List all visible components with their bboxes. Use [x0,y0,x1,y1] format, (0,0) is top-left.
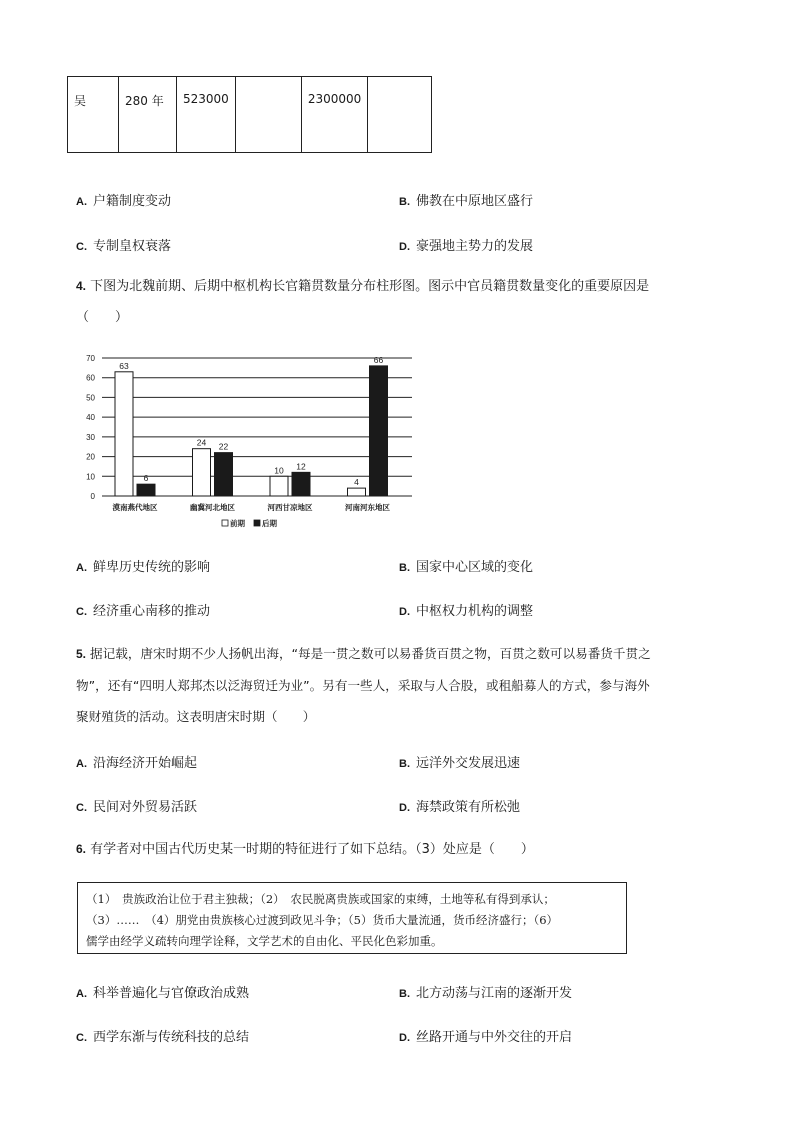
bar-后期 [292,472,310,496]
option-text: 丝路开通与中外交往的开启 [416,1030,573,1045]
option-text: 沿海经济开始崛起 [93,756,198,771]
q6-option-c[interactable]: C. 西学东渐与传统科技的总结 [76,1030,250,1045]
table-cell: 2300000 [301,77,367,153]
chart-legend [222,518,277,528]
bar-chart [82,348,422,538]
option-text: 西学东渐与传统科技的总结 [93,1030,250,1045]
y-tick-label: 30 [86,432,95,442]
q3-option-c[interactable]: C. 专制皇权衰落 [76,239,172,254]
legend-label: 前期 [230,519,245,528]
option-text: 民间对外贸易活跃 [93,800,198,815]
data-label: 22 [218,441,229,452]
question-number: 5. [76,647,87,661]
q4-option-c[interactable]: C. 经济重心南移的推动 [76,604,211,619]
q6-option-a[interactable]: A. 科举普遍化与官僚政治成熟 [76,986,250,1001]
summary-line: （1） 贵族政治让位于君主独裁；（2） 农民脱离贵族或国家的束缚，土地等私有得到承认； [86,892,555,906]
legend-label: 后期 [262,519,277,528]
question-text: 有学者对中国古代历史某一时期的特征进行了如下总结。（3）处应是（ ） [90,842,534,857]
y-tick-label: 50 [86,393,95,403]
data-label: 63 [119,360,129,371]
option-text: 豪强地主势力的发展 [416,239,534,254]
data-label: 6 [143,473,149,484]
q4-stem [76,271,726,333]
option-text: 远洋外交发展迅速 [416,756,521,771]
q5-option-b[interactable]: B. 远洋外交发展迅速 [399,756,521,771]
q5-option-c[interactable]: C. 民间对外贸易活跃 [76,800,198,815]
summary-box [77,882,627,954]
q4-option-a[interactable]: A. 鲜卑历史传统的影响 [76,560,211,575]
bar-后期 [137,484,155,496]
bar-后期 [215,453,233,496]
option-text: 中枢权力机构的调整 [416,604,534,619]
y-tick-label: 70 [86,354,95,363]
data-label: 24 [196,437,207,448]
table-cell [368,77,432,153]
q6-option-d[interactable]: D. 丝路开通与中外交往的开启 [399,1030,573,1045]
q5-stem [76,638,736,732]
table-row [68,77,432,153]
bar-后期 [370,366,388,496]
table-cell [235,77,301,153]
chart-grid [102,358,412,496]
bar-前期 [270,476,288,496]
y-tick-label: 0 [90,492,95,501]
table-cell: 吴 [68,77,119,153]
option-text: 佛教在中原地区盛行 [416,194,534,209]
population-table [67,76,432,153]
table-cell: 280 年 [119,77,177,153]
option-text: 专制皇权衰落 [93,239,172,254]
question-number: 6. [76,842,87,856]
question-number: 4. [76,279,87,293]
bar-前期 [115,372,133,496]
y-tick-label: 40 [86,413,95,423]
answer-blank: （ ） [76,310,129,325]
q3-option-b[interactable]: B. 佛教在中原地区盛行 [399,194,534,209]
summary-line: （3）…… （4）朋党由贵族核心过渡到政见斗争；（5）货币大量流通，货币经济盛行；（6） [86,913,559,927]
bar-前期 [348,488,366,496]
option-text: 北方动荡与江南的逐渐开发 [416,986,573,1001]
option-text: 科举普遍化与官僚政治成熟 [93,986,250,1001]
x-tick-label: 河南河东地区 [345,503,390,512]
y-tick-label: 20 [86,452,95,462]
data-label: 66 [373,354,384,365]
question-text: 下图为北魏前期、后期中枢机构长官籍贯数量分布柱形图。图示中官员籍贯数量变化的重要原因是 [90,279,650,294]
x-tick-label: 幽冀河北地区 [190,503,235,512]
data-label: 10 [274,465,284,476]
table-cell: 523000 [177,77,236,153]
legend-swatch [222,520,228,526]
q4-option-d[interactable]: D. 中枢权力机构的调整 [399,604,534,619]
x-tick-label: 河西甘凉地区 [267,503,313,512]
question-text: 据记载，唐宋时期不少人扬帆出海，“每是一贯之数可以易番货百贯之物，百贯之数可以易番货千贯之 [90,646,651,661]
q6-option-b[interactable]: B. 北方动荡与江南的逐渐开发 [399,986,573,1001]
option-text: 鲜卑历史传统的影响 [93,560,211,575]
bar-前期 [193,449,211,496]
x-tick-label: 漠南燕代地区 [112,503,158,512]
data-label: 4 [354,477,359,488]
q5-option-d[interactable]: D. 海禁政策有所松弛 [399,800,521,815]
q3-option-a[interactable]: A. 户籍制度变动 [76,194,172,209]
summary-line: 儒学由经学义疏转向理学诠释，文学艺术的自由化、平民化色彩加重。 [86,934,443,948]
legend-swatch [254,520,260,526]
option-text: 户籍制度变动 [93,194,172,209]
question-text: 聚财殖货的活动。这表明唐宋时期（ ） [76,709,316,724]
option-text: 海禁政策有所松弛 [416,800,521,815]
q3-option-d[interactable]: D. 豪强地主势力的发展 [399,239,534,254]
q6-stem [76,834,736,865]
q4-option-b[interactable]: B. 国家中心区域的变化 [399,560,534,575]
question-text: 物”，还有“四明人郑邦杰以泛海贸迁为业”。另有一些人，采取与人合股，或租船募人的方式，参与海外 [76,678,650,693]
data-label: 12 [296,461,306,472]
option-text: 国家中心区域的变化 [416,560,534,575]
y-tick-label: 10 [86,472,95,482]
y-tick-label: 60 [86,373,95,383]
q5-option-a[interactable]: A. 沿海经济开始崛起 [76,756,198,771]
option-text: 经济重心南移的推动 [93,604,211,619]
